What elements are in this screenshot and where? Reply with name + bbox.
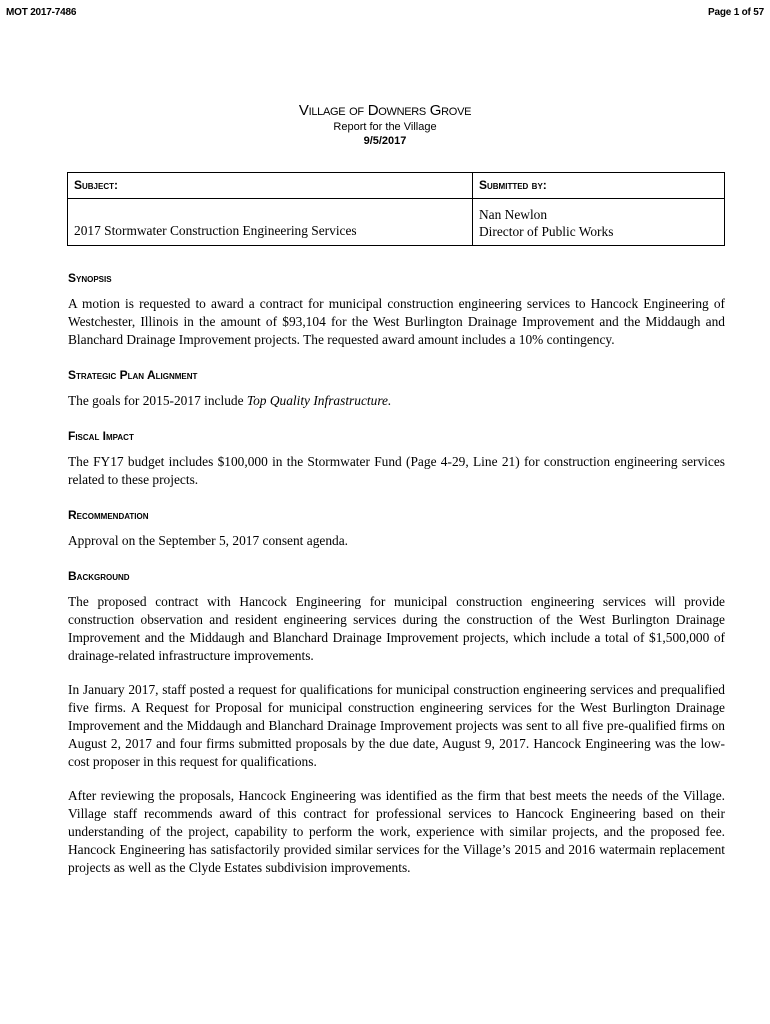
- recommendation-text: Approval on the September 5, 2017 consent agenda.: [68, 533, 349, 548]
- strategic-plan-text: [68, 392, 725, 410]
- subject-cell: [68, 199, 473, 246]
- synopsis-text: A motion is requested to award a contract for municipal construction engineering services to Hancock Engineering of Westchester, Illinois in the amount of $93,104 for the West Burlington Drainage Improvement and the Middaugh and Blanchard Drainage Improvement projects. The requested award amount includes a 10% contingency.: [68, 296, 725, 347]
- synopsis-heading: Synopsis: [68, 271, 112, 285]
- report-body: [68, 270, 725, 877]
- background-paragraph: After reviewing the proposals, Hancock Engineering was identified as the firm that best meets the needs of the Village. Village staff recommends award of this contract for professional services to Hancock Engineering based on their understanding of the project, capability to perform the work, experience with similar projects, and the proposed fee. Hancock Engineering has satisfactorily provided similar services for the Village’s 2015 and 2016 watermain replacement projects as well as the Clyde Estates subdivision improvements.: [68, 788, 725, 875]
- strategic-plan-goal: Top Quality Infrastructure.: [246, 393, 392, 408]
- report-subtitle: Report for the Village: [333, 121, 437, 133]
- info-table: [67, 172, 725, 246]
- subject-value: 2017 Stormwater Construction Engineering Services: [74, 223, 357, 238]
- submitted-by-cell: [473, 199, 725, 246]
- submitted-by-label: Submitted by:: [473, 173, 725, 199]
- submitter-title: Director of Public Works: [479, 224, 614, 239]
- subject-label: Subject:: [68, 173, 473, 199]
- page-title: Village of Downers Grove: [298, 102, 472, 119]
- background-heading: Background: [68, 569, 130, 583]
- strategic-plan-text-lead: The goals for 2015-2017 include: [68, 393, 247, 408]
- submitter-name: Nan Newlon: [479, 207, 548, 222]
- background-paragraph: In January 2017, staff posted a request for qualifications for municipal construction engineering services and prequalified five firms. A Request for Proposal for municipal construction engineering services for the West Burlington Drainage Improvement and the Middaugh and Blanchard Drainage Improvement projects was sent to all five pre-qualified firms on August 2, 2017 and four firms submitted proposals by the due date, August 9, 2017. Hancock Engineering was the low-cost proposer in this request for qualifications.: [68, 682, 725, 769]
- background-paragraph: The proposed contract with Hancock Engineering for municipal construction engineering services will provide construction observation and resident engineering services during the construction of the West Burlington Drainage Improvement and the Middaugh and Blanchard Drainage Improvement projects, which include a total of $1,500,000 of drainage-related infrastructure improvements.: [68, 594, 725, 663]
- strategic-plan-heading: Strategic Plan Alignment: [68, 368, 198, 382]
- recommendation-heading: Recommendation: [68, 508, 149, 522]
- fiscal-impact-heading: Fiscal Impact: [68, 429, 134, 443]
- fiscal-impact-text: The FY17 budget includes $100,000 in the Stormwater Fund (Page 4-29, Line 21) for construction engineering services related to these projects.: [68, 454, 725, 487]
- page-number: Page 1 of 57: [708, 7, 764, 18]
- document-id: MOT 2017-7486: [6, 7, 77, 18]
- title-block: [0, 102, 770, 148]
- report-date: 9/5/2017: [363, 135, 407, 147]
